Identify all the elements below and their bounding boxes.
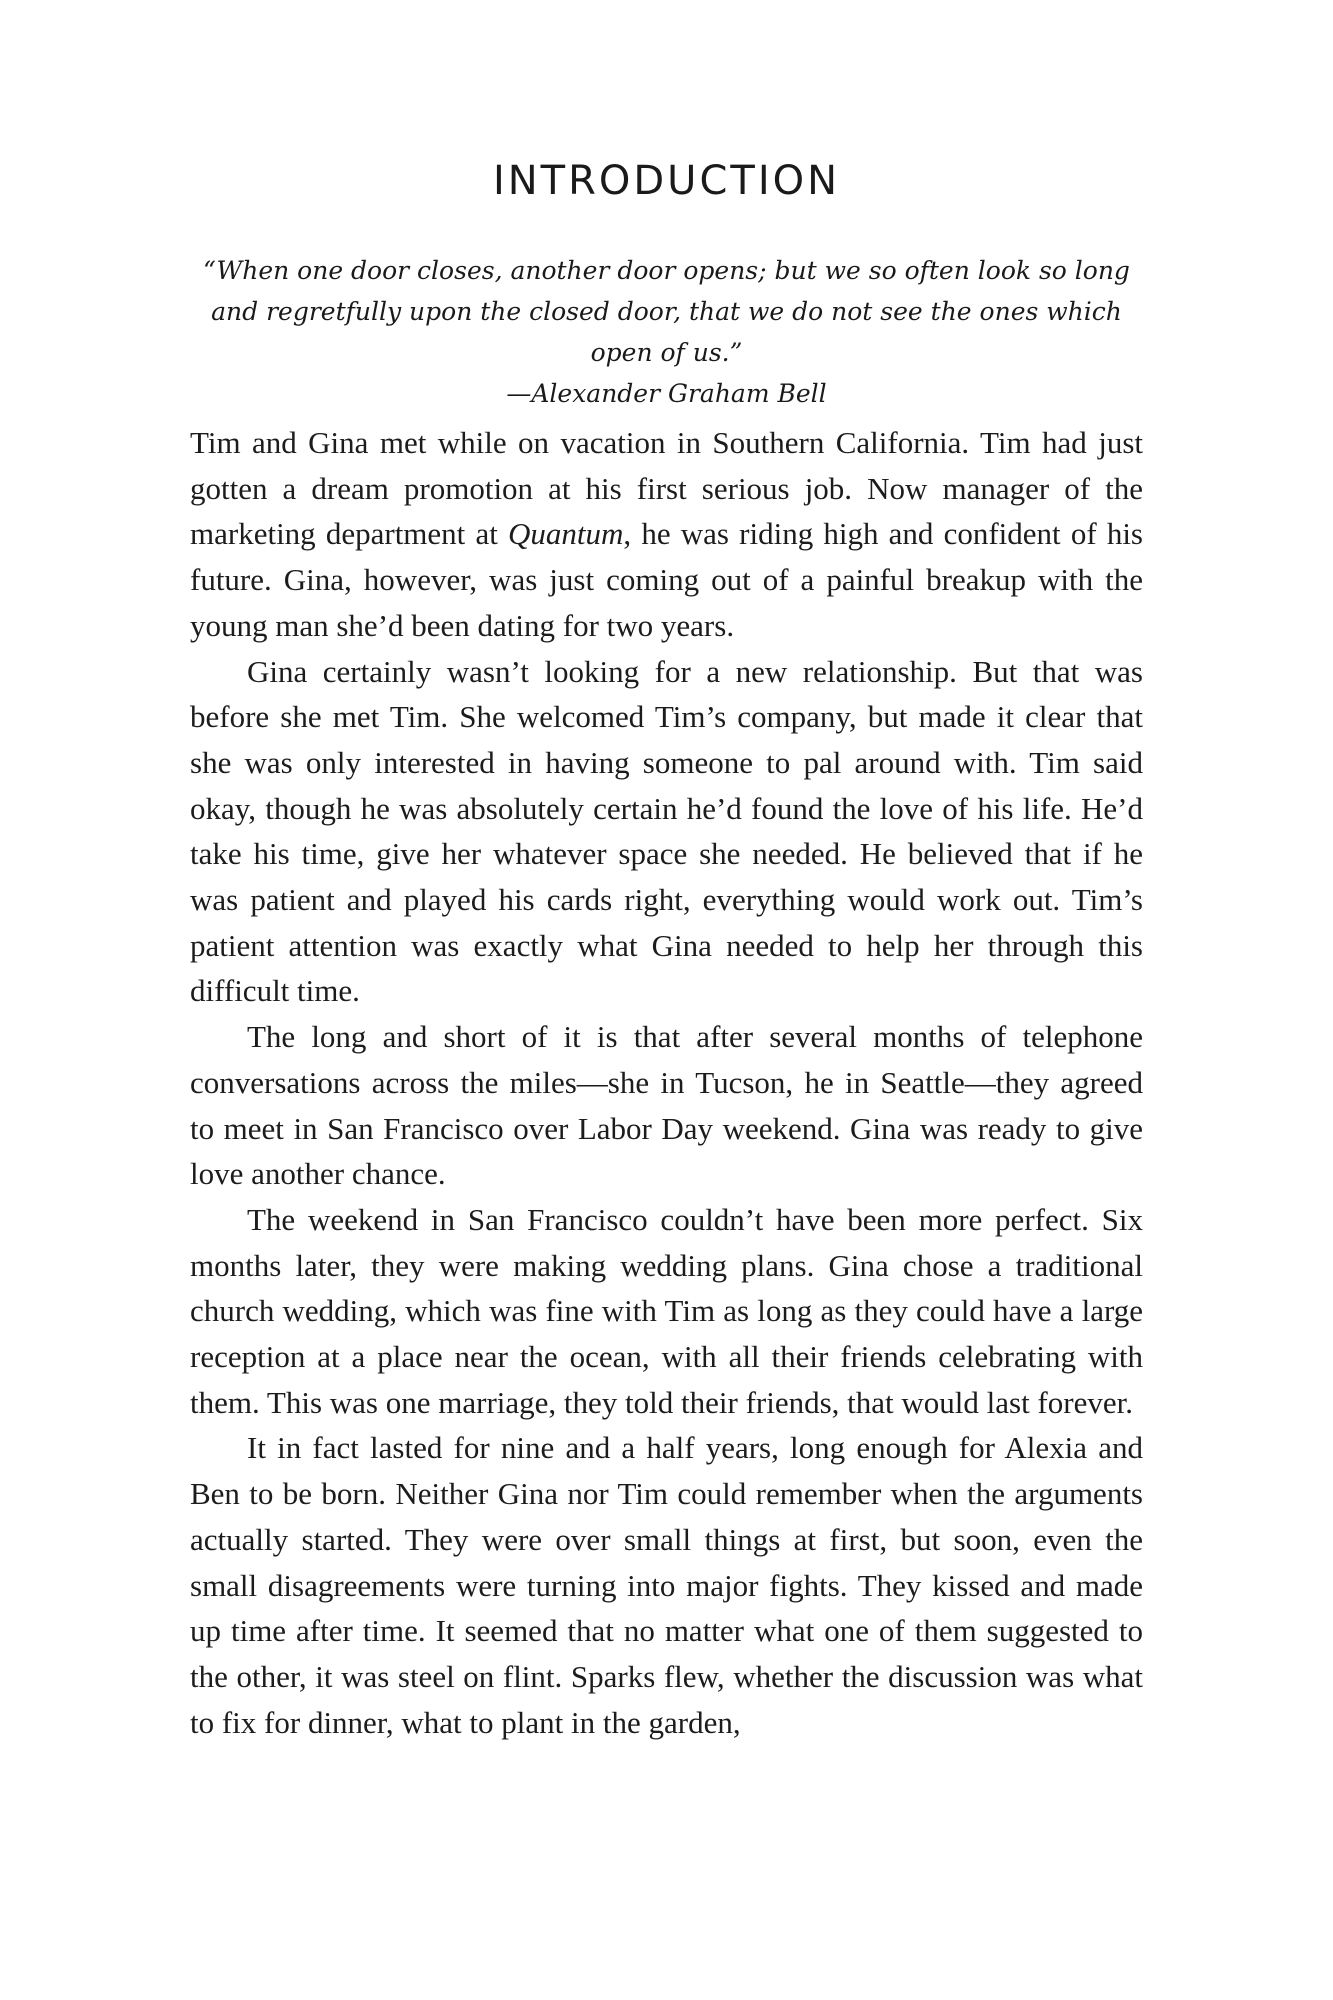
company-name-emphasis: Quantum (508, 516, 624, 552)
chapter-title: INTRODUCTION (492, 158, 841, 204)
paragraph-2: Gina certainly wasn’t looking for a new relationship. But that was before she met Tim. She welcomed Tim’s company, but made it clear that she was only interested in having someone to pal around with. Tim said okay, though he was absolutely certain he’d found the love of his life. He’d take his time, give her whatever space she needed. He believed that if he was patient and played his cards right, everything would work out. Tim’s patient attention was exactly what Gina needed to help her through this difficult time. (190, 653, 1143, 1009)
paragraph-3: The long and short of it is that after several months of telephone conversations across the miles—she in Tucson, he in Seattle—they agreed to meet in San Francisco over Labor Day weekend. Gina was ready to give love another chance. (190, 1019, 1143, 1192)
paragraph-1 (190, 420, 1143, 649)
epigraph-quote: “When one door closes, another door opens; but we so often look so long and regretfully upon the closed door, that we do not see the ones which open of us.” (203, 256, 1130, 367)
epigraph-attribution: —Alexander Graham Bell (506, 379, 827, 408)
paragraph-4: The weekend in San Francisco couldn’t have been more perfect. Six months later, they were making wedding plans. Gina chose a traditional church wedding, which was fine with Tim as long as they could have a large reception at a place near the ocean, with all their friends celebrating with them. This was one marriage, they told their friends, that would last forever. (190, 1201, 1143, 1420)
paragraph-5: It in fact lasted for nine and a half years, long enough for Alexia and Ben to be born. Neither Gina nor Tim could remember when the arguments actually started. They were over small things at first, but soon, even the small disagreements were turning into major fights. They kissed and made up time after time. It seemed that no matter what one of them suggested to the other, it was steel on flint. Sparks flew, whether the discussion was what to fix for dinner, what to plant in the garden, (190, 1430, 1143, 1740)
body-text (190, 420, 1143, 1745)
paragraph-1-text-start: Tim and Gina met while on vacation in Southern California. Tim had just gotten a dream promotion at his first serious job. Now manager of the marketing department at (190, 425, 1143, 552)
epigraph (190, 250, 1143, 414)
paragraph-1-text-end: , he was riding high and confident of his future. Gina, however, was just coming out of a painful breakup with the young man she’d been dating for two years. (190, 516, 1143, 643)
